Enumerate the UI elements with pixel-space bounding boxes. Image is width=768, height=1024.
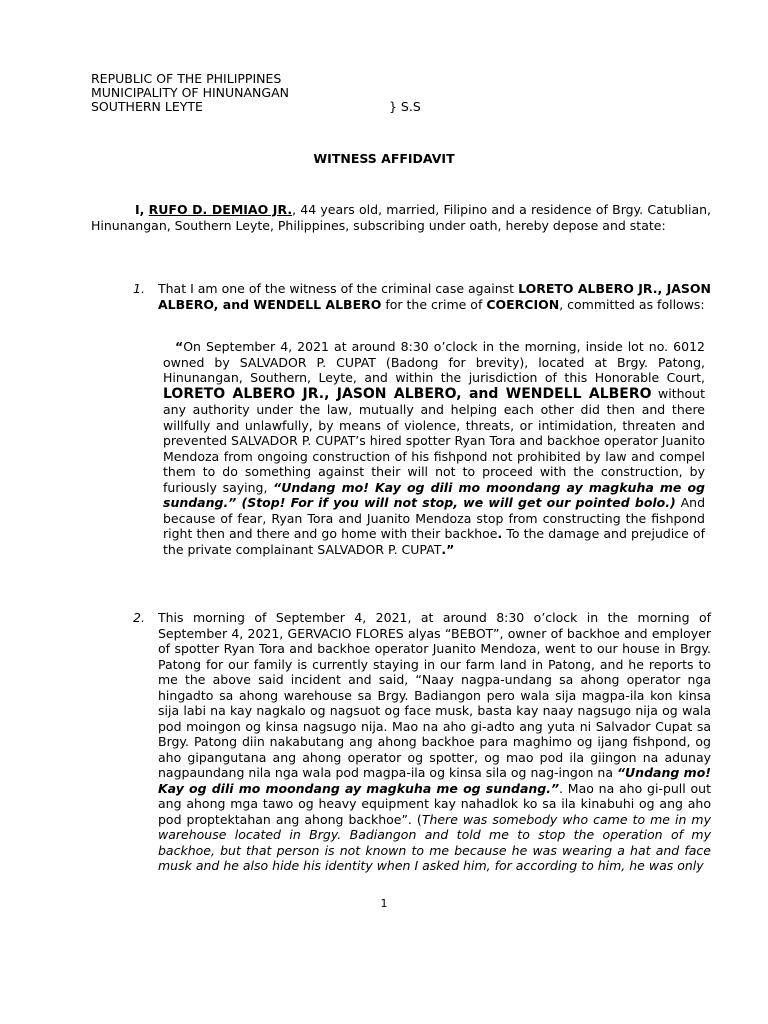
statement-item-2 bbox=[133, 610, 711, 874]
crime-name: COERCION bbox=[486, 296, 560, 312]
item-2-body: This morning of September 4, 2021, at around 8:30 o’clock in the morning of September 4, 2021, GERVACIO FLORES alyas “BEBOT”, owner of backhoe and employer of spotter Ryan Tora and backhoe operator Juanito Mendoza, went to our house in Brgy. Patong for our family is currently staying in our farm land in Patong, and he reports to me the above said incident and said, “Naay nagpa-undang sa ahong operator nga hingadto sa ahong warehouse sa Brgy. Badiangon pero wala sija magpa-ila kon kinsa sija labi na kay nagkalo og nagsuot og face musk, basta kay naay nagsugo nija og wala pod moingon og kinsa nagsugo nija. Mao na aho gi-adto ang yuta ni Salvador Cupat sa Brgy. Patong diin nakabutang ang ahong backhoe para maghimo og ijang fishpond, og aho gipangutana ang ahong operator og spotter, og mao pod ila giingon na adunay nagpaundang nila nga wala pod magpa-ila og kinsa sila og nag-ingon na “Undang mo! Kay og dili mo moondang ay magkuha me og sundang.”. Mao na aho gi-pull out ang ahong mga tawo og heavy equipment kay nahadlok ko sa ila kinabuhi og ang aho pod proptektahan ang ahong backhoe”. (There was somebody who came to me in my warehouse located in Brgy. Badiangon and told me to stop the operation of my backhoe, but that person is not known to me because he was wearing a hat and face musk and he also hide his identity when I asked him, for according to him, he was only bbox=[158, 610, 711, 873]
header-municipality: MUNICIPALITY OF HINUNANGAN bbox=[91, 85, 289, 100]
item-number-1: 1. bbox=[133, 281, 145, 296]
item-2-threat-saying: “Undang mo! Kay og dili mo moondang ay magkuha me og sundang.” bbox=[158, 765, 711, 796]
quote-threat-saying: “Undang mo! Kay og dili mo moondang ay magkuha me og sundang.” (Stop! For if you will not stop, we will get our pointed bolo.) bbox=[163, 479, 705, 510]
item-1-body: That I am one of the witness of the criminal case against LORETO ALBERO JR., JASON ALBERO, and WENDELL ALBERO for the crime of COERCION, committed as follows: bbox=[158, 281, 711, 312]
document-header bbox=[91, 71, 421, 114]
header-province: SOUTHERN LEYTE bbox=[91, 99, 203, 114]
statement-item-1 bbox=[133, 281, 711, 312]
header-republic: REPUBLIC OF THE PHILIPPINES bbox=[91, 71, 282, 86]
accused-names: LORETO ALBERO JR., JASON ALBERO, and WENDELL ALBERO bbox=[158, 281, 711, 312]
page-number: 1 bbox=[380, 897, 388, 910]
item-number-2: 2. bbox=[133, 610, 145, 625]
affiant-name: RUFO D. DEMIAO JR. bbox=[148, 202, 293, 217]
item-2-translation: There was somebody who came to me in my warehouse located in Brgy. Badiangon and told me to stop the operation of my backhoe, but that person is not known to me because he was wearing a hat and face musk and he also hide his identity when I asked him, for according to him, he was only bbox=[158, 811, 711, 873]
quote-accused-names: LORETO ALBERO JR., JASON ALBERO, and WENDELL ALBERO bbox=[163, 385, 652, 402]
intro-pronoun: I, bbox=[135, 202, 145, 217]
information-quote: “On September 4, 2021 at around 8:30 o’clock in the morning, inside lot no. 6012 owned by SALVADOR P. CUPAT (Badong for brevity), located at Brgy. Patong, Hinunangan, Southern, Leyte, and within the jurisdiction of this Honorable Court, LORETO ALBERO JR., JASON ALBERO, and WENDELL ALBERO without any authority under the law, mutually and helping each other did then and there willfully and unlawfully, by means of violence, threats, or intimidation, threaten and prevented SALVADOR P. CUPAT’s hired spotter Ryan Tora and backhoe operator Juanito Mendoza from ongoing construction of his fishpond not prohibited by law and compel them to do something against their will not to proceed with the construction, by furiously saying, “Undang mo! Kay og dili mo moondang ay magkuha me og sundang.” (Stop! For if you will not stop, we will get our pointed bolo.) And because of fear, Ryan Tora and Juanito Mendoza stop from constructing the fishpond right then and there and go home with their backhoe. To the damage and prejudice of the private complainant SALVADOR P. CUPAT.” bbox=[163, 339, 706, 557]
header-ss: } S.S bbox=[389, 99, 421, 114]
document-title: WITNESS AFFIDAVIT bbox=[313, 151, 455, 166]
intro-paragraph bbox=[91, 202, 711, 233]
intro-text: , 44 years old, married, Filipino and a residence of Brgy. Catublian, Hinunangan, Southern Leyte, Philippines, subscribing under oath, hereby depose and state: bbox=[91, 202, 712, 233]
